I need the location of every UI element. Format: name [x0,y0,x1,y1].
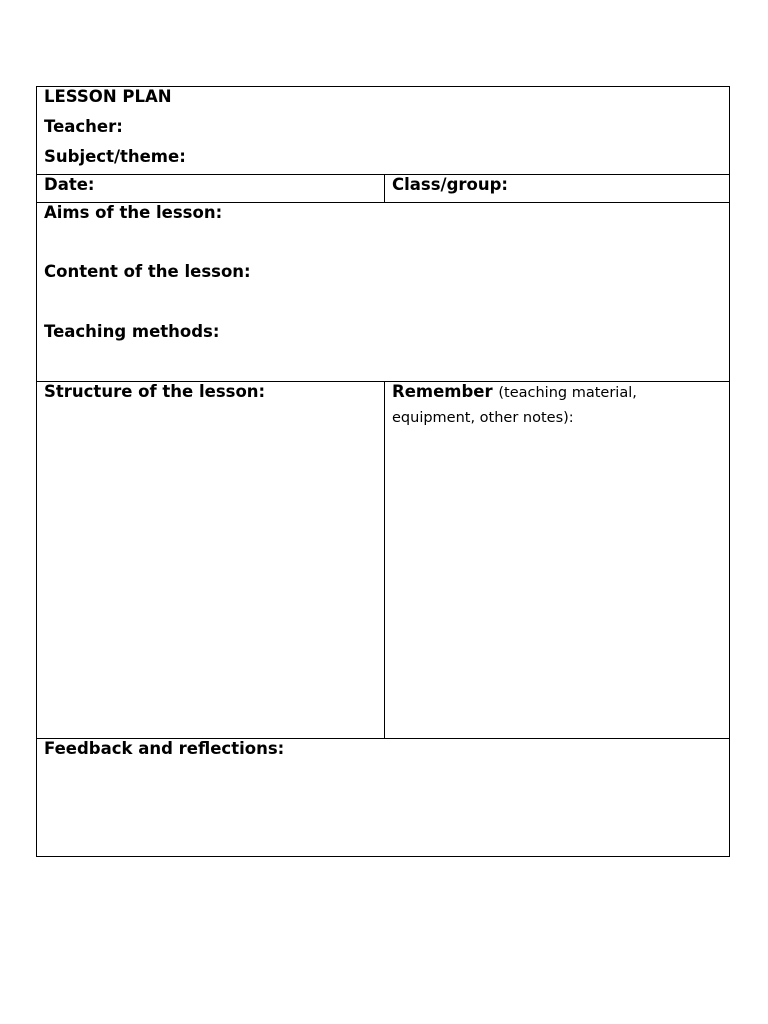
aims-label: Aims of the lesson: [44,203,223,222]
methods-label: Teaching methods: [44,322,220,341]
structure-cell [37,382,384,738]
content-label: Content of the lesson: [44,262,251,281]
objectives-cell [37,203,729,381]
remember-label: Remember [392,382,493,401]
form-title: LESSON PLAN [44,87,172,106]
date-cell [37,175,384,202]
header-section [37,87,729,174]
structure-label: Structure of the lesson: [44,382,266,401]
info-row [37,174,729,202]
remember-note: (teaching material, [498,385,637,401]
feedback-cell [37,739,729,856]
date-label: Date: [44,175,95,194]
remember-note-continued: equipment, other notes): [392,410,574,426]
lesson-plan-form [36,86,730,857]
remember-cell [384,382,731,738]
remember-line [392,382,637,403]
header-cell [37,87,729,174]
structure-section [37,381,729,738]
class-group-label: Class/group: [392,175,509,194]
feedback-label: Feedback and reflections: [44,739,285,758]
subject-label: Subject/theme: [44,147,186,166]
teacher-label: Teacher: [44,117,123,136]
objectives-section [37,202,729,381]
feedback-section [37,738,729,856]
class-cell [384,175,731,202]
